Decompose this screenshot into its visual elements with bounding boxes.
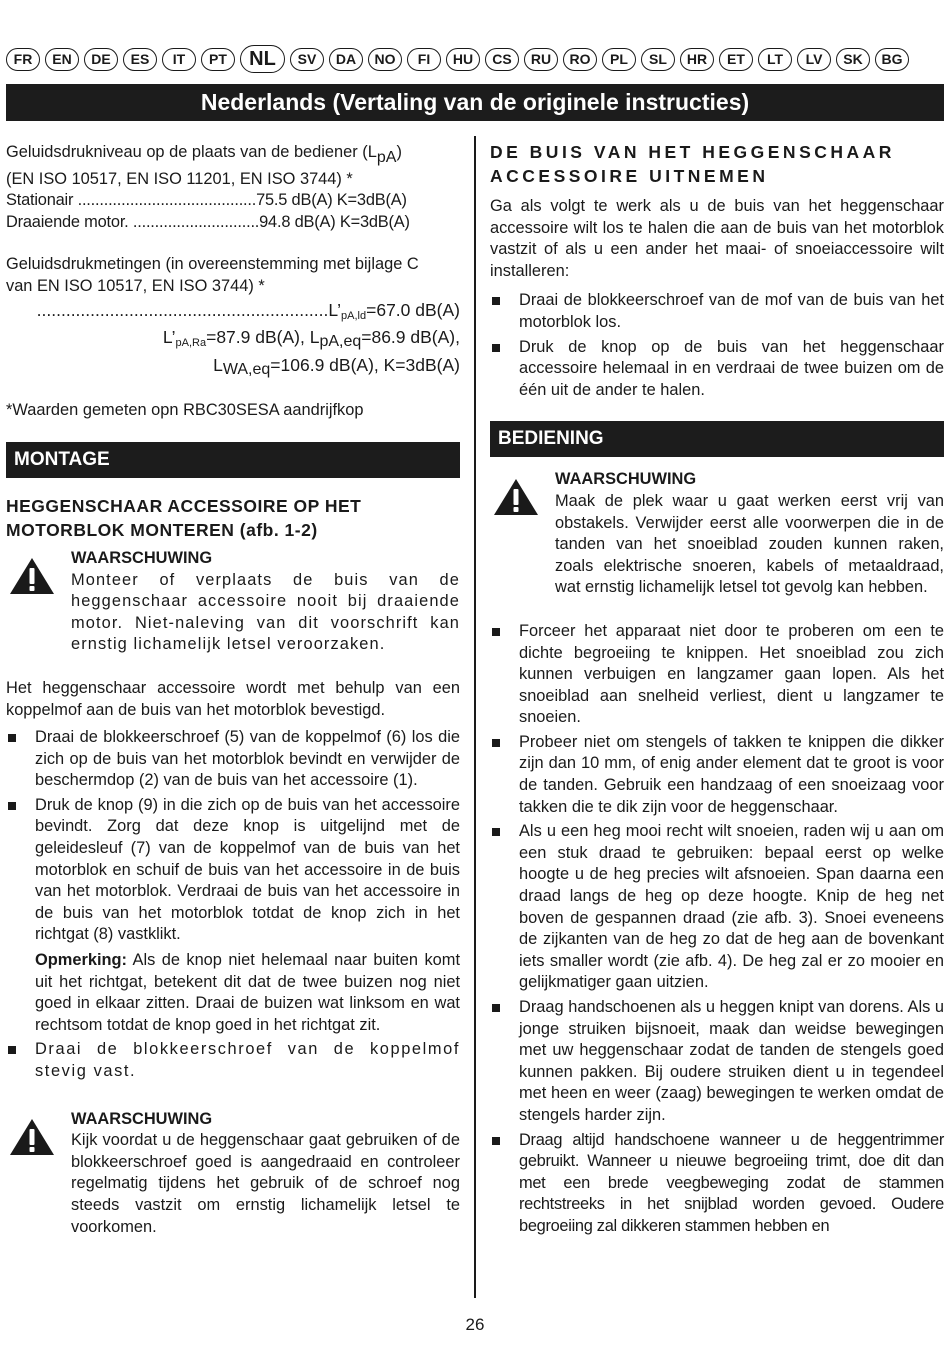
language-tab-da[interactable]: DA: [329, 48, 363, 71]
subheading-remove-accessory: DE BUIS VAN HET HEGGENSCHAAR ACCESSOIRE UITNEMEN: [490, 142, 895, 186]
language-tab-cs[interactable]: CS: [485, 48, 519, 71]
step-text: Druk de knop (9) in die zich op de buis van het accessoire bevindt. Zorg dat deze knop is uitgelijnd met de geleidesleuf (7) van de koppelmof van de buis van het motorblok en schuif de buis van het accessoire in de buis van het motorblok. Verdraai de buis van het accessoire in de buis van het motorblok totdat de knop zich in het richtgat (8) vastklikt.: [35, 795, 460, 944]
bullet-square-icon: [492, 344, 500, 352]
bullet-square-icon: [492, 1004, 500, 1012]
language-tab-pt[interactable]: PT: [201, 48, 235, 71]
warning-block-mount: [6, 548, 460, 656]
list-item: [490, 997, 944, 1127]
list-item: [490, 621, 944, 729]
noise-draaiende: Draaiende motor. .............................94.8 dB(A) K=3dB(A): [6, 212, 410, 231]
page-banner-title: Nederlands (Vertaling van de originele instructies): [6, 84, 944, 121]
noise-ra-prefix: L’: [162, 327, 176, 348]
noise-eq-subscript: pA,eq: [319, 333, 362, 351]
language-tab-lv[interactable]: LV: [797, 48, 831, 71]
language-tab-sk[interactable]: SK: [836, 48, 870, 71]
noise-wa-prefix: L: [213, 354, 223, 375]
step-text: Draai de blokkeerschroef (5) van de koppelmof (6) los die zich op de buis van het motorblok bevindt en verwijder de beschermdop (2) van de buis van het accessoire (1).: [35, 728, 460, 790]
language-tab-lt[interactable]: LT: [758, 48, 792, 71]
warning-block-check-screw: [6, 1109, 460, 1239]
noise-wa-subscript: WA,eq: [222, 360, 271, 378]
list-item: [490, 337, 944, 402]
noise-ra-subscript: pA,Ra: [175, 337, 207, 350]
noise-intro-text: Geluidsdrukniveau op de plaats van de bediener (L: [6, 143, 377, 161]
remove-steps: [490, 290, 944, 401]
list-item: [6, 795, 460, 946]
right-column: [490, 132, 944, 1238]
section-header-montage: MONTAGE: [6, 442, 460, 478]
language-tab-en[interactable]: EN: [45, 48, 79, 71]
noise-intro-close: ): [396, 143, 402, 161]
noise-eq-value: =86.9 dB(A),: [361, 327, 460, 348]
warning-text: Maak de plek waar u gaat werken eerst vrij van obstakels. Verwijder eerst alle voorwerpen die in de tanden van het snoeiblad zouden kunnen raken, zoals elektrische snoeren, kabels of metaaldraad, wat ernstig lichamelijk letsel tot gevolg kan hebben.: [555, 491, 944, 597]
bullet-square-icon: [492, 739, 500, 747]
montage-note: [6, 950, 460, 1036]
language-tabs: [6, 46, 944, 74]
warning-text: Kijk voordat u de heggenschaar gaat gebruiken of de blokkeerschroef goed is aangedraaid en controleer regelmatig tijdens het gebruik of de schroef nog steeds vastzit om ernstig lichamelijk letsel te voorkomen.: [71, 1131, 460, 1236]
warning-title: WAARSCHUWING: [71, 1109, 213, 1128]
noise-measurement-line1: Geluidsdrukmetingen (in overeenstemming met bijlage C: [6, 255, 419, 274]
montage-steps-final: [6, 1039, 460, 1082]
warning-triangle-icon: [8, 556, 56, 596]
language-tab-no[interactable]: NO: [368, 48, 402, 71]
warning-triangle-icon: [492, 477, 540, 517]
left-column: [6, 132, 460, 1238]
noise-standards: (EN ISO 10517, EN ISO 11201, EN ISO 3744) *: [6, 169, 353, 188]
bediening-tips: [490, 621, 944, 1238]
step-text: Draai de blokkeerschroef van de mof van de buis van het motorblok los.: [519, 291, 944, 331]
noise-intro-subscript: pA: [376, 149, 397, 166]
list-item: [6, 727, 460, 792]
list-item: [490, 290, 944, 333]
step-text: Druk de knop op de buis van het heggenschaar accessoire helemaal in en verdraai de twee buizen om de één uit de ander te halen.: [519, 337, 944, 399]
language-tab-nl[interactable]: NL: [240, 45, 285, 73]
bullet-square-icon: [8, 802, 16, 810]
tip-text: Als u een heg mooi recht wilt snoeien, raden wij u aan om een stuk draad te gebruiken: bepaal eerst op welke hoogte u de heg precies wilt afsnoeien. Span daarna een draad langs de heg op deze hoogte. Knip de heg net boven de gespannen draad (zie afb. 3). Snoei eveneens de zijkanten van de heg zo dat de heg aan de bovenkant iets smaller wordt (zie afb. 4). De heg zal er zo mooier en gelijkmatiger gaan uitzien.: [519, 822, 944, 992]
list-item: [490, 732, 944, 818]
montage-intro: Het heggenschaar accessoire wordt met behulp van een koppelmof aan de buis van het motorblok bevestigd.: [6, 678, 460, 719]
language-tab-bg[interactable]: BG: [875, 48, 909, 71]
bullet-square-icon: [8, 734, 16, 742]
warning-block-clear-area: [490, 469, 944, 599]
remove-intro: Ga als volgt te werk als u de buis van het heggenschaar accessoire wilt los te halen die aan de buis van het motorblok vastzit of als u een ander het maai- of snoeiaccessoire wilt installeren:: [490, 197, 944, 280]
noise-ld-prefix: ............................................................L’: [36, 299, 342, 320]
language-tab-fi[interactable]: FI: [407, 48, 441, 71]
note-text: Als de knop niet helemaal naar buiten komt uit het richtgat, betekent dit dat de twee buizen nog niet goed in elkaar zitten. Draai de buizen wat linksom en wat rechtsom totdat de knop goed in het richtgat zit.: [35, 951, 460, 1034]
language-tab-pl[interactable]: PL: [602, 48, 636, 71]
language-tab-fr[interactable]: FR: [6, 48, 40, 71]
column-divider: [474, 136, 476, 1298]
language-tab-it[interactable]: IT: [162, 48, 196, 71]
language-tab-hr[interactable]: HR: [680, 48, 714, 71]
bullet-square-icon: [492, 628, 500, 636]
language-tab-sl[interactable]: SL: [641, 48, 675, 71]
language-tab-ro[interactable]: RO: [563, 48, 597, 71]
noise-ld-value: =67.0 dB(A): [366, 299, 460, 320]
language-tab-hu[interactable]: HU: [446, 48, 480, 71]
noise-ra-value: =87.9 dB(A), L: [206, 327, 320, 348]
noise-ld-subscript: pA,ld: [341, 309, 367, 322]
tip-text: Probeer niet om stengels of takken te knippen die dikker zijn dan 10 mm, of enig ander element dat te groot is voor de tanden. Gebruik een handzaag of een snoeizaag voor takken die te dik zijn voor de heggenschaar.: [519, 732, 944, 816]
montage-steps: [6, 727, 460, 946]
warning-text: Monteer of verplaats de buis van de heggenschaar accessoire nooit bij draaiende motor. Niet-naleving van dit voorschrift kan ernstig lichamelijk letsel veroorzaken.: [71, 570, 460, 654]
language-tab-et[interactable]: ET: [719, 48, 753, 71]
warning-title: WAARSCHUWING: [555, 470, 697, 489]
language-tab-sv[interactable]: SV: [290, 48, 324, 71]
noise-footnote: *Waarden gemeten opn RBC30SESA aandrijfkop: [6, 401, 364, 420]
list-item: [490, 1130, 944, 1238]
bullet-square-icon: [8, 1046, 16, 1054]
list-item: [6, 1039, 460, 1082]
bullet-square-icon: [492, 1137, 500, 1145]
bullet-square-icon: [492, 828, 500, 836]
noise-stationair: Stationair .........................................75.5 dB(A) K=3dB(A): [6, 191, 407, 210]
note-label: Opmerking:: [35, 951, 127, 970]
warning-title: WAARSCHUWING: [71, 548, 213, 567]
subheading-mount-accessory: HEGGENSCHAAR ACCESSOIRE OP HET MOTORBLOK MONTEREN (afb. 1-2): [6, 495, 362, 540]
noise-specs: [6, 142, 460, 422]
page-number: 26: [465, 1315, 485, 1334]
language-tab-es[interactable]: ES: [123, 48, 157, 71]
tip-text: Forceer het apparaat niet door te proberen om een te dichte begroeiing te knippen. Het snoeiblad zou zich kunnen verbuigen en langzamer gaan lopen. Als het snoeiblad aan snelheid verliest, dient u langzamer te snoeien.: [519, 621, 944, 727]
warning-triangle-icon: [8, 1117, 56, 1157]
noise-wa-value: =106.9 dB(A), K=3dB(A): [270, 354, 460, 375]
step-text: Draai de blokkeerschroef van de koppelmof stevig vast.: [35, 1040, 460, 1080]
language-tab-de[interactable]: DE: [84, 48, 118, 71]
language-tab-ru[interactable]: RU: [524, 48, 558, 71]
bullet-square-icon: [492, 297, 500, 305]
list-item: [490, 821, 944, 994]
tip-text: Draag handschoenen als u heggen knipt van dorens. Als u jonge struiken bijsnoeit, maak dan weidse bewegingen met uw heggenschaar zodat de tanden de stengels goed kunnen pakken. Bij oudere struiken dient u in tegendeel met heen en weer (zaag) bewegingen te werken omdat de stengels harder zijn.: [519, 998, 944, 1124]
tip-text: Draag altijd handschoene wanneer u de heggentrimmer gebruikt. Wanneer u nieuwe begroeiing trimt, doe dit dan met een brede veegbeweging zodat de stammen rechtstreeks in het snijblad worden gevoed. Oudere begroeiing zal dikkeren stammen hebben en: [519, 1130, 944, 1235]
section-header-bediening: BEDIENING: [490, 421, 944, 457]
noise-measurement-line2: van EN ISO 10517, EN ISO 3744) *: [6, 276, 265, 295]
